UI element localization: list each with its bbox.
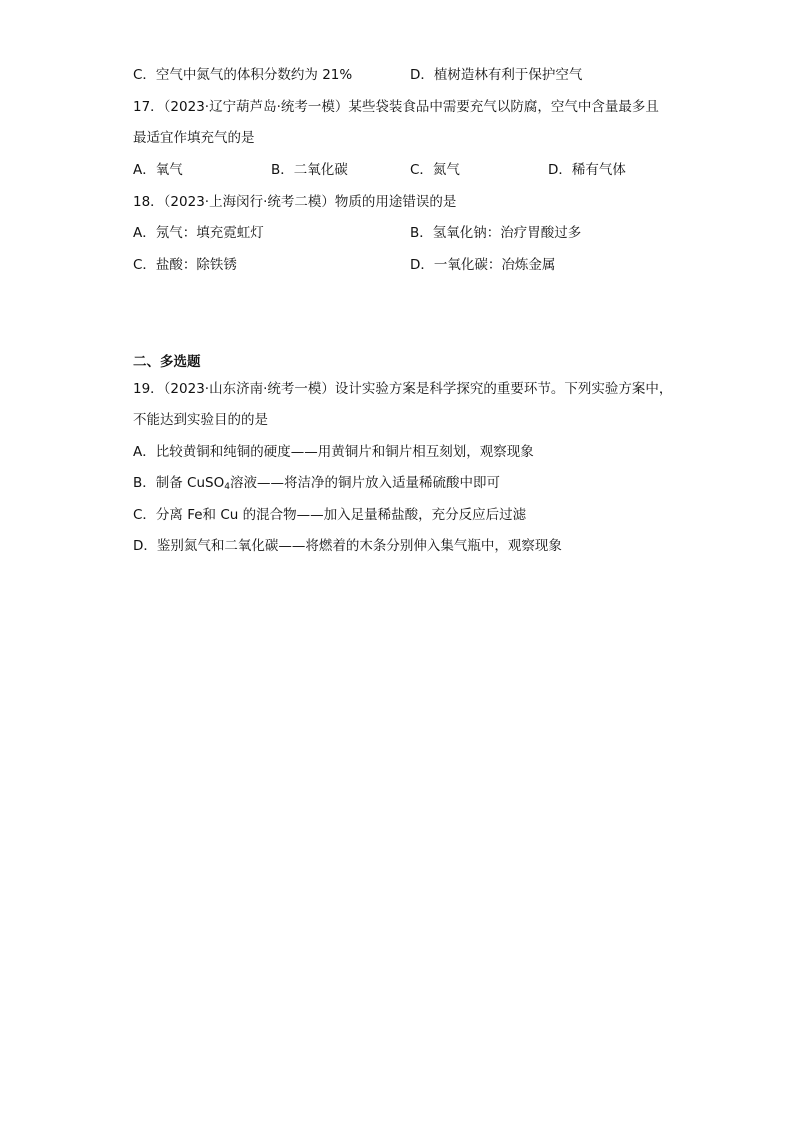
q16-option-d: D．植树造林有利于保护空气	[410, 67, 583, 83]
q19-option-b-subscript: 4	[224, 482, 230, 492]
q19-option-b-post: 溶液——将洁净的铜片放入适量稀硫酸中即可	[229, 475, 500, 491]
q17-option-c: C．氮气	[410, 162, 460, 178]
q17-option-a: A．氧气	[133, 162, 183, 178]
q18-option-a: A．氖气：填充霓虹灯	[133, 225, 264, 241]
q18-option-c: C．盐酸：除铁锈	[133, 257, 237, 273]
q17-stem-line1: 17．（2023·辽宁葫芦岛·统考一模）某些袋装食品中需要充气以防腐，空气中含量最多且	[133, 99, 659, 115]
q19-option-c: C．分离 Fe和 Cu 的混合物——加入足量稀盐酸，充分反应后过滤	[133, 507, 527, 523]
q19-option-b-pre: B．制备 CuSO	[133, 475, 225, 491]
q17-stem-line2: 最适宜作填充气的是	[133, 130, 255, 146]
q17-option-d: D．稀有气体	[548, 162, 626, 178]
q18-option-d: D．一氧化碳：冶炼金属	[410, 257, 556, 273]
q18-option-b: B．氢氧化钠：治疗胃酸过多	[410, 225, 582, 241]
q19-stem-line1: 19．（2023·山东济南·统考一模）设计实验方案是科学探究的重要环节。下列实验方案中，	[133, 381, 673, 397]
q18-stem: 18．（2023·上海闵行·统考二模）物质的用途错误的是	[133, 194, 457, 210]
q19-option-d: D．鉴别氮气和二氧化碳——将燃着的木条分别伸入集气瓶中，观察现象	[133, 538, 562, 554]
q16-option-c: C．空气中氮气的体积分数约为 21%	[133, 67, 353, 83]
q19-option-b	[133, 474, 500, 496]
q17-option-b: B．二氧化碳	[271, 162, 348, 178]
q19-stem-line2: 不能达到实验目的的是	[133, 412, 268, 428]
section-title-multiple-choice: 二、多选题	[133, 354, 201, 370]
q19-option-a: A．比较黄铜和纯铜的硬度——用黄铜片和铜片相互刻划，观察现象	[133, 444, 534, 460]
